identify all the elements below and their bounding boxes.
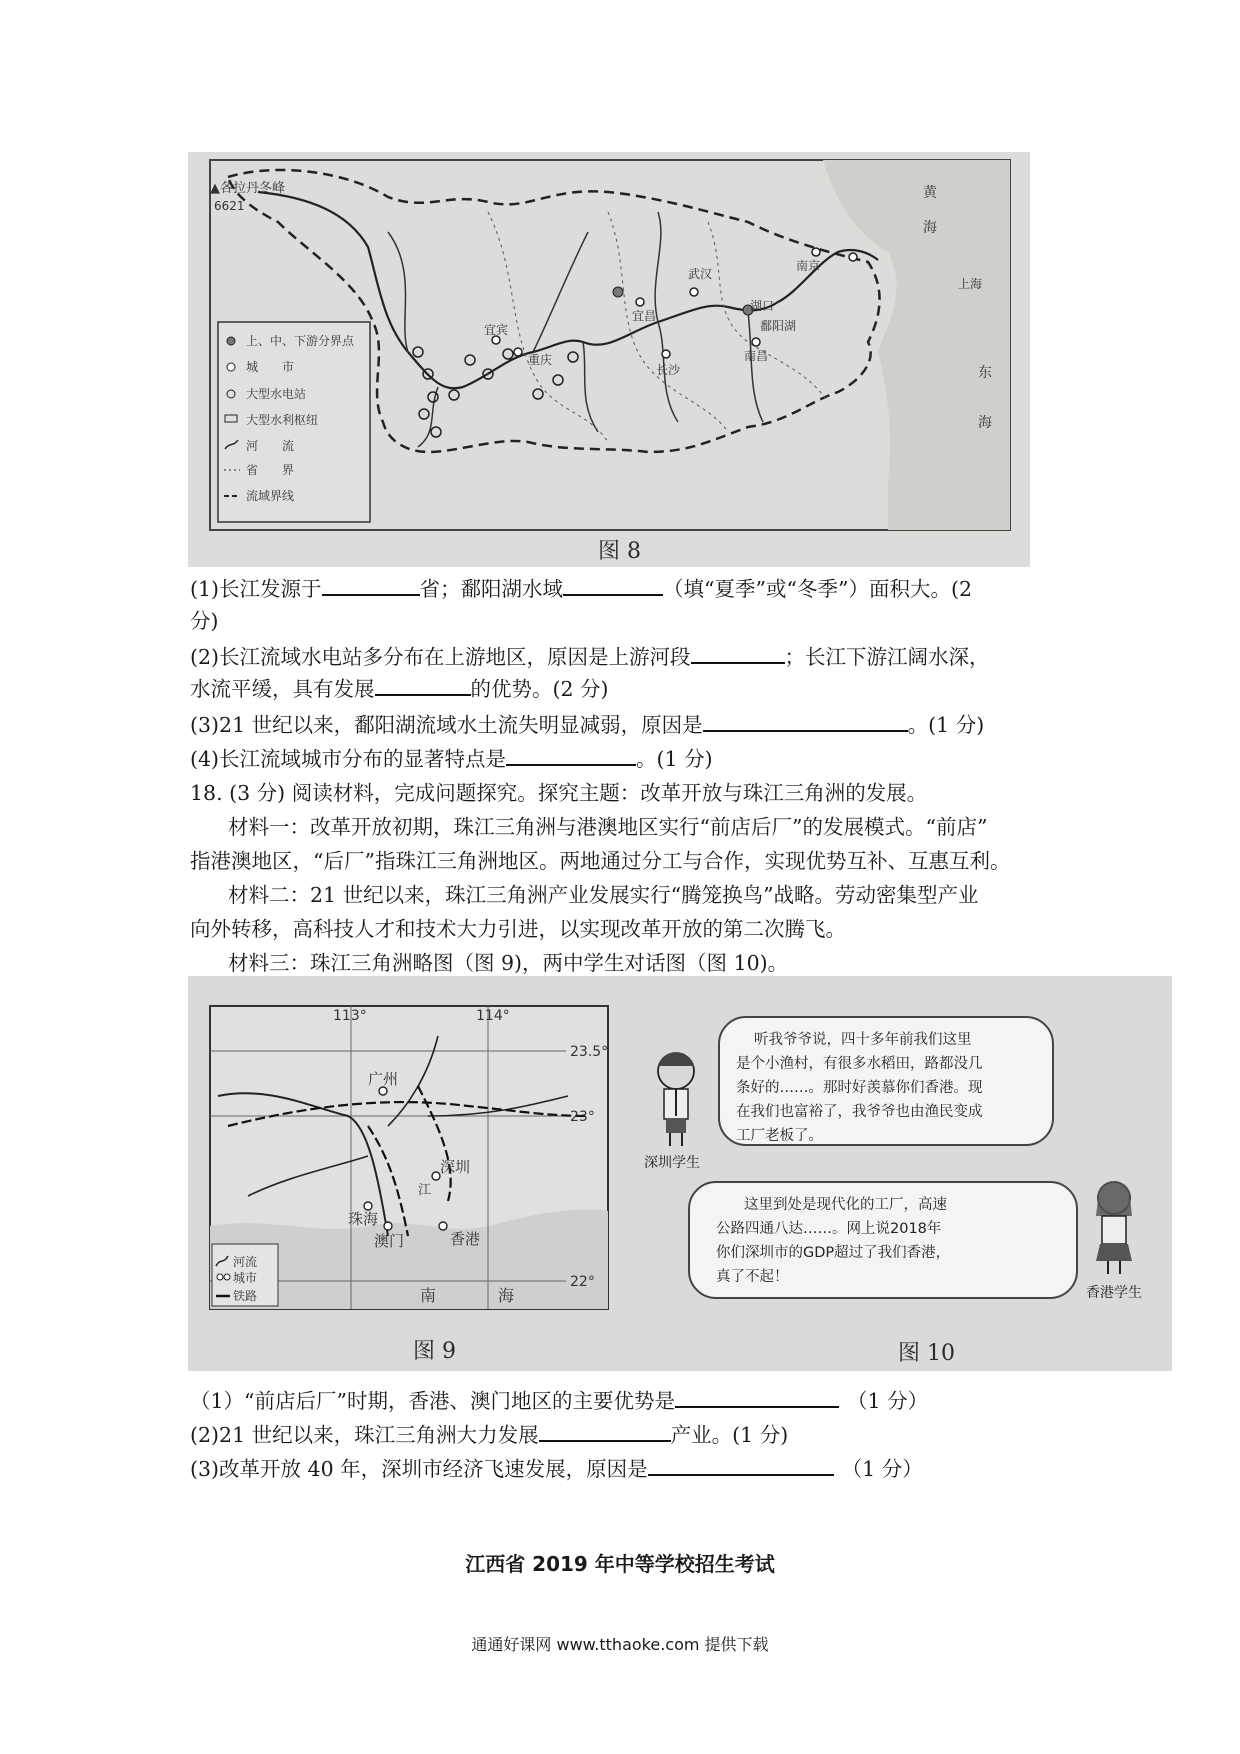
city-zhuhai: 珠海 (348, 1210, 379, 1228)
fig9-legend-2: 铁路 (233, 1289, 258, 1303)
q18-part-3 (190, 1454, 923, 1484)
fig8-legend-1: 城 市 (246, 360, 295, 374)
river-jiang: 江 (418, 1183, 432, 1198)
q17-line-1b: 分) (190, 609, 219, 633)
lat-23-5: 23.5° (570, 1044, 609, 1060)
q18-intro: 18. (3 分) 阅读材料，完成问题探究。探究主题：改革开放与珠江三角洲的发展。 (190, 781, 928, 805)
q18-material-2a: 材料二：21 世纪以来，珠江三角洲产业发展实行“腾笼换鸟”战略。劳动密集型产业 (228, 883, 979, 907)
city-shanghai: 上海 (958, 277, 983, 291)
fig8-caption: 图 8 (598, 539, 641, 564)
q18-2-text-b: 产业。(1 分) (670, 1423, 789, 1447)
yangtze-map-drawing (188, 152, 1030, 567)
answer-blank[interactable] (375, 674, 471, 696)
q18-1-text-b: （1 分） (847, 1389, 929, 1413)
sea-dong-1: 东 (978, 365, 992, 381)
shenzhen-student-speech (718, 1016, 1054, 1146)
q18-part-2 (190, 1420, 788, 1450)
fig9-legend-1: 城市 (233, 1271, 258, 1285)
lat-22: 22° (570, 1274, 595, 1290)
answer-blank[interactable] (648, 1454, 834, 1476)
q18-material-3: 材料三：珠江三角洲略图（图 9)，两中学生对话图（图 10)。 (228, 951, 789, 975)
sz-line: 条好的……。那时好羡慕你们香港。现 (736, 1080, 983, 1096)
hongkong-student-figure (1096, 1182, 1132, 1275)
q18-material-2b: 向外转移，高科技人才和技术大力引进，以实现改革开放的第二次腾飞。 (190, 917, 846, 941)
sea-huang-1: 黄 (923, 185, 937, 201)
answer-blank[interactable] (539, 1420, 671, 1442)
q18-material-1a: 材料一：改革开放初期，珠江三角洲与港澳地区实行“前店后厂”的发展模式。“前店” (228, 815, 988, 839)
q17-5-text-a: (4)长江流域城市分布的显著特点是 (190, 747, 507, 771)
city-nanchang: 南昌 (744, 349, 769, 363)
city-wuhan: 武汉 (688, 267, 713, 281)
hk-line: 真了不起！ (716, 1269, 789, 1285)
q17-2-text-a: (2)长江流域水电站多分布在上游地区，原因是上游河段 (190, 645, 691, 669)
city-guangzhou: 广州 (368, 1070, 399, 1088)
q17-line-1 (190, 574, 972, 604)
sea-dong-2: 海 (978, 415, 992, 431)
peak-label: ▲各拉丹冬峰 (210, 181, 285, 196)
q17-4-text-b: 。(1 分) (907, 713, 985, 737)
fig9-caption: 图 9 (413, 1339, 456, 1364)
fig8-legend-4: 河 流 (246, 439, 295, 453)
city-chongqing: 重庆 (528, 353, 553, 367)
q18-part-1 (190, 1386, 928, 1416)
hk-line: 公路四通八达……。网上说2018年 (716, 1221, 942, 1237)
hk-line: 你们深圳市的GDP超过了我们香港， (716, 1245, 951, 1261)
fig8-legend-0: 上、中、下游分界点 (246, 334, 355, 348)
q18-3-text-b: （1 分） (841, 1457, 923, 1481)
answer-blank[interactable] (322, 574, 420, 596)
answer-blank[interactable] (563, 574, 663, 596)
lon-114: 114° (476, 1008, 510, 1024)
q17-3-text-b: 的优势。(2 分) (470, 677, 609, 701)
q17-1-text-c: （填“夏季”或“冬季”）面积大。(2 (663, 577, 973, 601)
fig10-caption: 图 10 (898, 1341, 955, 1366)
q17-line-3 (190, 674, 609, 704)
city-shenzhen: 深圳 (440, 1158, 471, 1176)
q17-1-text-a: (1)长江发源于 (190, 577, 322, 601)
peak-height: 6621 (214, 199, 245, 213)
sea-huang-2: 海 (923, 220, 937, 236)
q17-line-4 (190, 710, 984, 740)
fig8-legend-3: 大型水利枢纽 (246, 413, 319, 427)
q17-4-text-a: (3)21 世纪以来，鄱阳湖流域水土流失明显减弱，原因是 (190, 713, 703, 737)
sea-nan: 南 (420, 1286, 437, 1305)
hongkong-student-speech (688, 1181, 1078, 1299)
lon-113: 113° (333, 1008, 367, 1024)
q17-1-text-b: 省；鄱阳湖水域 (419, 577, 564, 601)
lat-23: 23° (570, 1109, 595, 1125)
fig8-legend-6: 流域界线 (246, 489, 295, 503)
sz-line: 在我们也富裕了，我爷爷也由渔民变成 (736, 1104, 983, 1120)
fig8-legend-2: 大型水电站 (246, 387, 307, 401)
q17-line-5 (190, 744, 713, 774)
q18-material-1b: 指港澳地区，“后厂”指珠江三角洲地区。两地通过分工与合作，实现优势互补、互惠互利。 (190, 849, 1011, 873)
hk-line: 这里到处是现代化的工厂，高速 (744, 1197, 947, 1213)
city-yibin: 宜宾 (484, 323, 509, 337)
q17-line-2 (190, 642, 990, 672)
sz-line: 工厂老板了。 (736, 1128, 823, 1144)
city-macau: 澳门 (374, 1232, 405, 1250)
answer-blank[interactable] (703, 710, 908, 732)
q17-2-text-b: ；长江下游江阔水深， (784, 645, 990, 669)
answer-blank[interactable] (506, 744, 636, 766)
figure-8-map (188, 152, 1030, 567)
city-nanjing: 南京 (796, 259, 821, 273)
q17-3-text-a: 水流平缓，具有发展 (190, 677, 375, 701)
city-changsha: 长沙 (656, 363, 681, 377)
city-hukou: 湖口 (750, 299, 775, 313)
figure-9-10-photo (188, 976, 1172, 1371)
answer-blank[interactable] (675, 1386, 839, 1408)
city-hongkong: 香港 (450, 1230, 481, 1248)
shenzhen-student-label: 深圳学生 (644, 1155, 700, 1171)
city-yichang: 宜昌 (632, 309, 657, 323)
q17-5-text-b: 。(1 分) (636, 747, 713, 771)
sz-line: 听我爷爷说，四十多年前我们这里 (754, 1032, 972, 1048)
hongkong-student-label: 香港学生 (1086, 1285, 1142, 1301)
q18-3-text-a: (3)改革开放 40 年，深圳市经济飞速发展，原因是 (190, 1457, 648, 1481)
q18-1-text-a: （1）“前店后厂”时期，香港、澳门地区的主要优势是 (190, 1389, 676, 1413)
download-source: 通通好课网 www.tthaoke.com 提供下载 (471, 1635, 769, 1654)
fig8-legend-5: 省 界 (246, 463, 295, 477)
exam-title: 江西省 2019 年中等学校招生考试 (465, 1552, 775, 1576)
fig9-legend-0: 河流 (233, 1255, 258, 1269)
sea-hai: 海 (498, 1286, 515, 1305)
answer-blank[interactable] (691, 642, 785, 664)
sz-line: 是个小渔村，有很多水稻田，路都没几 (736, 1056, 983, 1072)
city-poyang: 鄱阳湖 (760, 319, 797, 333)
q18-2-text-a: (2)21 世纪以来，珠江三角洲大力发展 (190, 1423, 539, 1447)
